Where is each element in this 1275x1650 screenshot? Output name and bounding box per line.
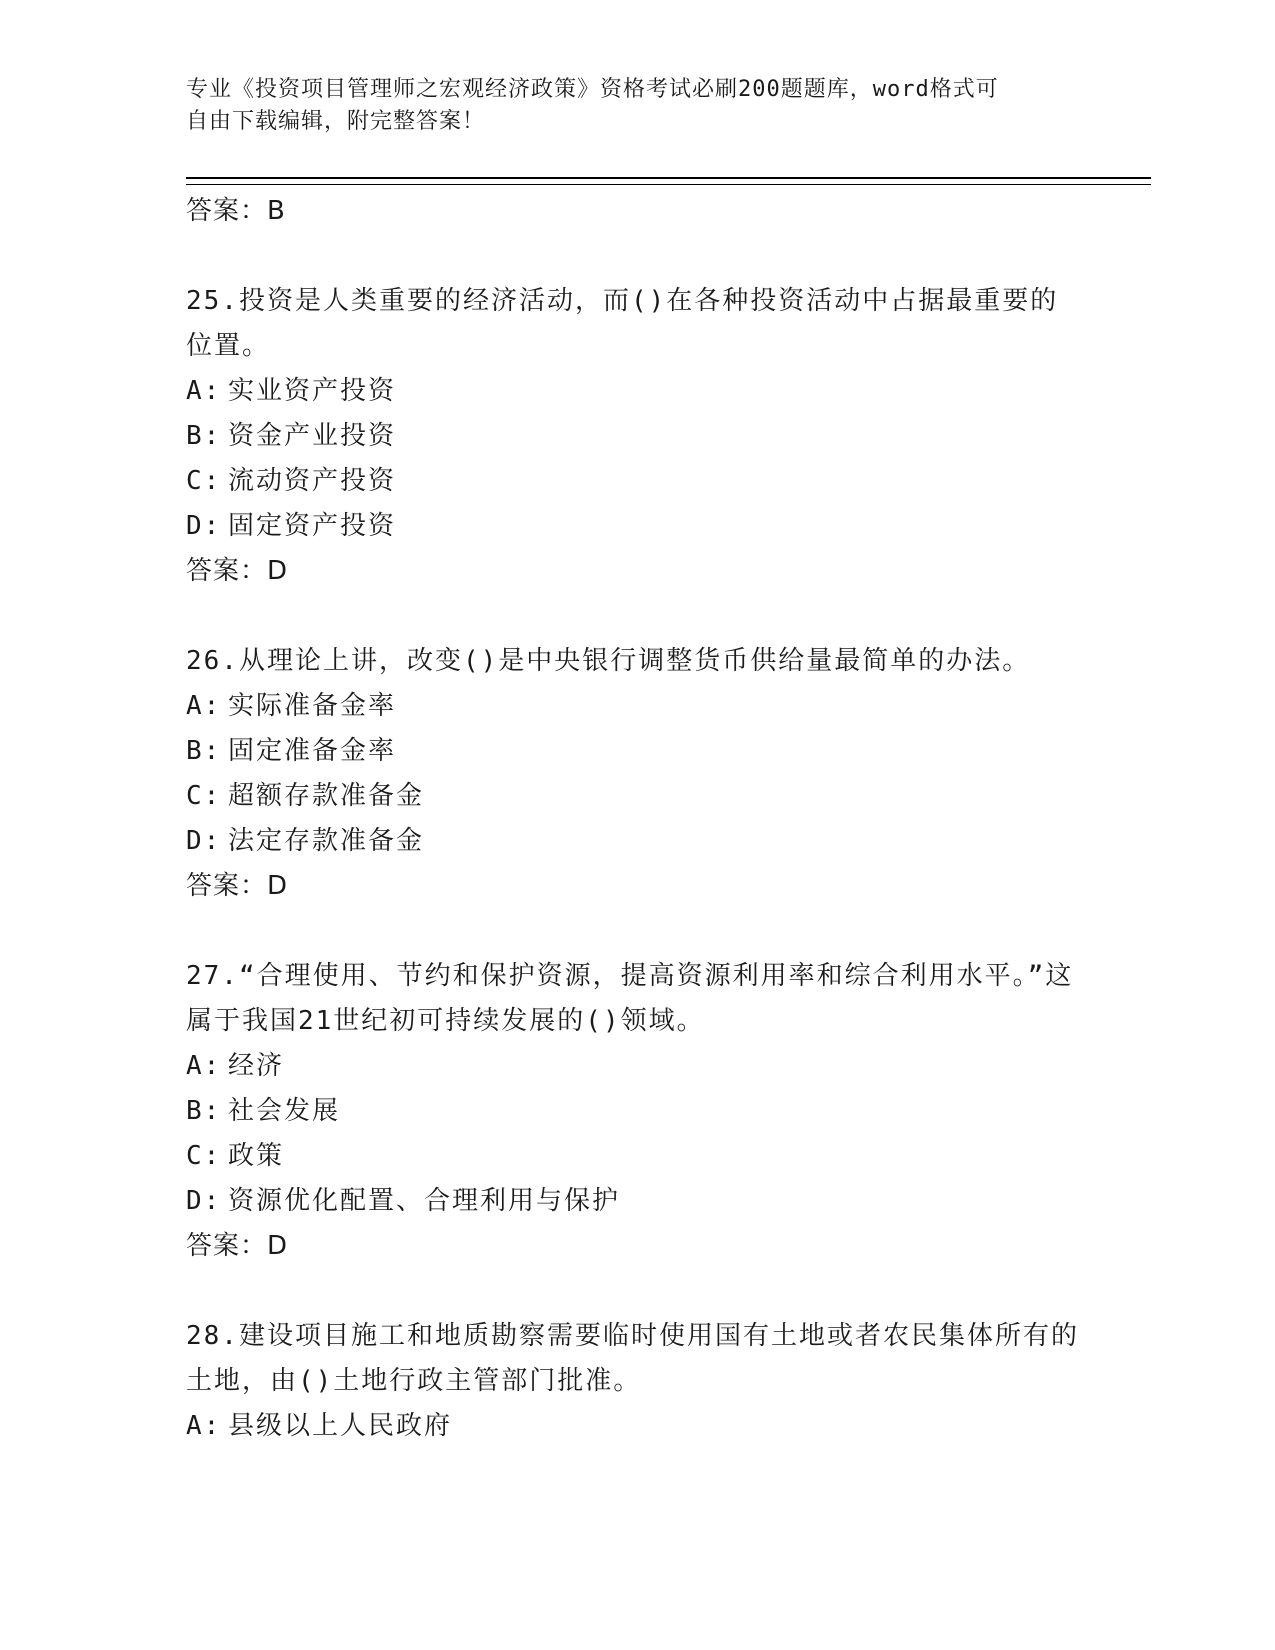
option-b: [186, 729, 1086, 774]
option-letter: A:: [186, 1051, 222, 1081]
option-text: 资源优化配置、合理利用与保护: [228, 1186, 621, 1216]
answer-line: 答案：D: [186, 1231, 289, 1261]
question-27: [186, 954, 1086, 1268]
option-letter: B:: [186, 1096, 222, 1126]
option-text: 超额存款准备金: [228, 781, 425, 811]
option-letter: D:: [186, 511, 222, 541]
answer-line: 答案：D: [186, 871, 289, 901]
option-d: [186, 504, 1086, 549]
option-text: 社会发展: [228, 1096, 341, 1126]
option-b: [186, 414, 1086, 459]
option-letter: C:: [186, 466, 222, 496]
option-text: 政策: [228, 1141, 285, 1171]
question-stem: 27.“合理使用、节约和保护资源，提高资源利用率和综合利用水平。”这属于我国21世纪初可持续发展的()领域。: [186, 961, 1074, 1036]
option-text: 法定存款准备金: [228, 826, 425, 856]
option-a: [186, 1044, 1086, 1089]
question-28: [186, 1314, 1086, 1449]
question-stem: 28.建设项目施工和地质勘察需要临时使用国有土地或者农民集体所有的土地，由()土地行政主管部门批准。: [186, 1321, 1079, 1396]
header-line-2: 自由下载编辑，附完整答案！: [186, 109, 486, 134]
question-stem: 26.从理论上讲，改变()是中央银行调整货币供给量最简单的办法。: [186, 646, 1031, 676]
option-a: [186, 369, 1086, 414]
header-rule-thick: [186, 177, 1151, 179]
answer-line: 答案：D: [186, 556, 289, 586]
question-list: [186, 189, 1086, 1449]
header-rule-thin: [186, 184, 1151, 185]
option-letter: A:: [186, 1411, 222, 1441]
question-25: [186, 279, 1086, 593]
option-d: [186, 819, 1086, 864]
question-26: [186, 639, 1086, 908]
option-text: 固定资产投资: [228, 511, 397, 541]
question-stem: 25.投资是人类重要的经济活动，而()在各种投资活动中占据最重要的位置。: [186, 286, 1059, 361]
option-letter: C:: [186, 1141, 222, 1171]
option-letter: C:: [186, 781, 222, 811]
option-text: 经济: [228, 1051, 285, 1081]
option-letter: D:: [186, 826, 222, 856]
option-letter: B:: [186, 736, 222, 766]
document-header: [186, 74, 1066, 138]
option-text: 县级以上人民政府: [228, 1411, 453, 1441]
option-a: [186, 684, 1086, 729]
option-text: 资金产业投资: [228, 421, 397, 451]
option-letter: B:: [186, 421, 222, 451]
option-text: 固定准备金率: [228, 736, 397, 766]
option-d: [186, 1179, 1086, 1224]
option-b: [186, 1089, 1086, 1134]
option-c: [186, 774, 1086, 819]
option-text: 实际准备金率: [228, 691, 397, 721]
option-a: [186, 1404, 1086, 1449]
header-line-1: 专业《投资项目管理师之宏观经济政策》资格考试必刷200题题库，word格式可: [186, 77, 999, 102]
answer-line: 答案：B: [186, 196, 286, 226]
option-text: 流动资产投资: [228, 466, 397, 496]
option-c: [186, 459, 1086, 504]
option-c: [186, 1134, 1086, 1179]
option-letter: A:: [186, 376, 222, 406]
option-letter: A:: [186, 691, 222, 721]
option-letter: D:: [186, 1186, 222, 1216]
option-text: 实业资产投资: [228, 376, 397, 406]
